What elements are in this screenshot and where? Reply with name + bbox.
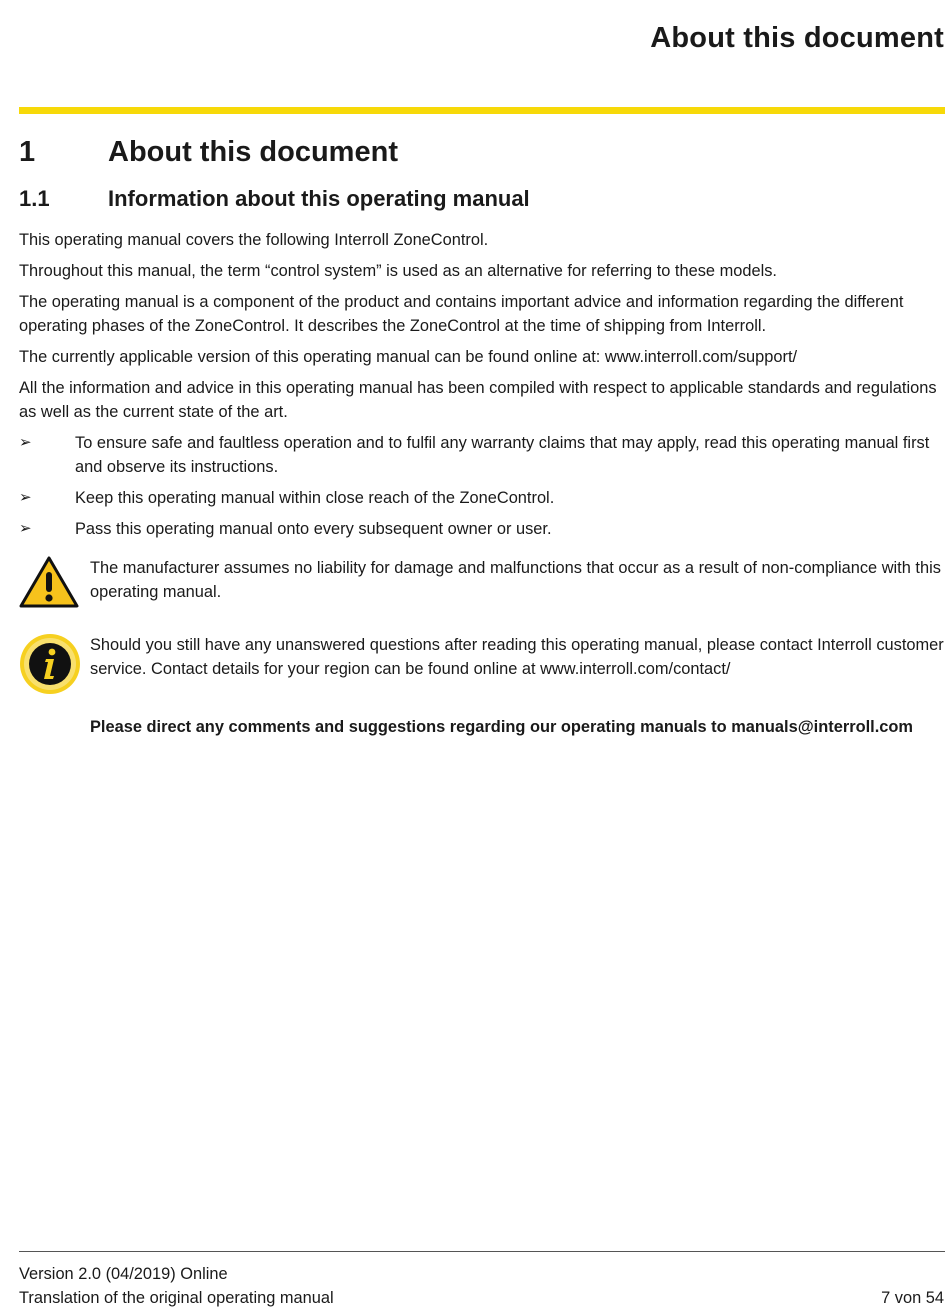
info-note	[19, 633, 945, 681]
bullet-item	[19, 431, 945, 479]
warning-text: The manufacturer assumes no liability for damage and malfunctions that occur as a result of non-compliance with this operating manual.	[90, 559, 941, 601]
paragraph: The operating manual is a component of the product and contains important advice and information regarding the different operating phases of the ZoneControl. It describes the ZoneControl at the time of shipping from Interroll.	[19, 293, 904, 335]
paragraph: All the information and advice in this operating manual has been compiled with respect to applicable standards and regulations as well as the current state of the art.	[19, 379, 937, 421]
page-header-title: About this document	[650, 22, 944, 54]
bullet-text: Pass this operating manual onto every subsequent owner or user.	[75, 520, 552, 538]
footer-version: Version 2.0 (04/2019) Online	[19, 1265, 228, 1283]
footer-info	[19, 1262, 334, 1310]
paragraph: The currently applicable version of this operating manual can be found online at: www.interroll.com/support/	[19, 348, 798, 366]
arrow-bullet-icon: ➢	[19, 520, 32, 537]
subsection-number: 1.1	[19, 186, 50, 211]
body-text	[19, 228, 945, 548]
bullet-text: Keep this operating manual within close reach of the ZoneControl.	[75, 489, 555, 507]
warning-note	[19, 556, 945, 604]
bullet-item	[19, 517, 945, 541]
subsection-title: Information about this operating manual	[108, 186, 530, 211]
footer-divider	[19, 1251, 945, 1252]
info-circle-icon	[19, 633, 81, 702]
arrow-bullet-icon: ➢	[19, 434, 32, 451]
info-text: Should you still have any unanswered questions after reading this operating manual, please contact Interroll customer service. Contact details for your region can be found online at www.interroll.com/contact/	[90, 636, 944, 678]
paragraph: This operating manual covers the following Interroll ZoneControl.	[19, 231, 489, 249]
section-heading	[19, 136, 398, 169]
subsection-heading	[19, 186, 530, 212]
footer-translation: Translation of the original operating manual	[19, 1289, 334, 1307]
warning-triangle-icon	[19, 556, 79, 615]
page-number: 7 von 54	[881, 1289, 944, 1307]
paragraph: Throughout this manual, the term “control system” is used as an alternative for referring to these models.	[19, 262, 777, 280]
bullet-text: To ensure safe and faultless operation and to fulfil any warranty claims that may apply, read this operating manual first and observe its instructions.	[75, 434, 930, 476]
section-number: 1	[19, 136, 36, 168]
section-title: About this document	[108, 136, 398, 168]
bullet-item	[19, 486, 945, 510]
arrow-bullet-icon: ➢	[19, 489, 32, 506]
comments-contact: Please direct any comments and suggestions regarding our operating manuals to manuals@interroll.com	[90, 718, 913, 736]
header-divider	[19, 107, 945, 114]
